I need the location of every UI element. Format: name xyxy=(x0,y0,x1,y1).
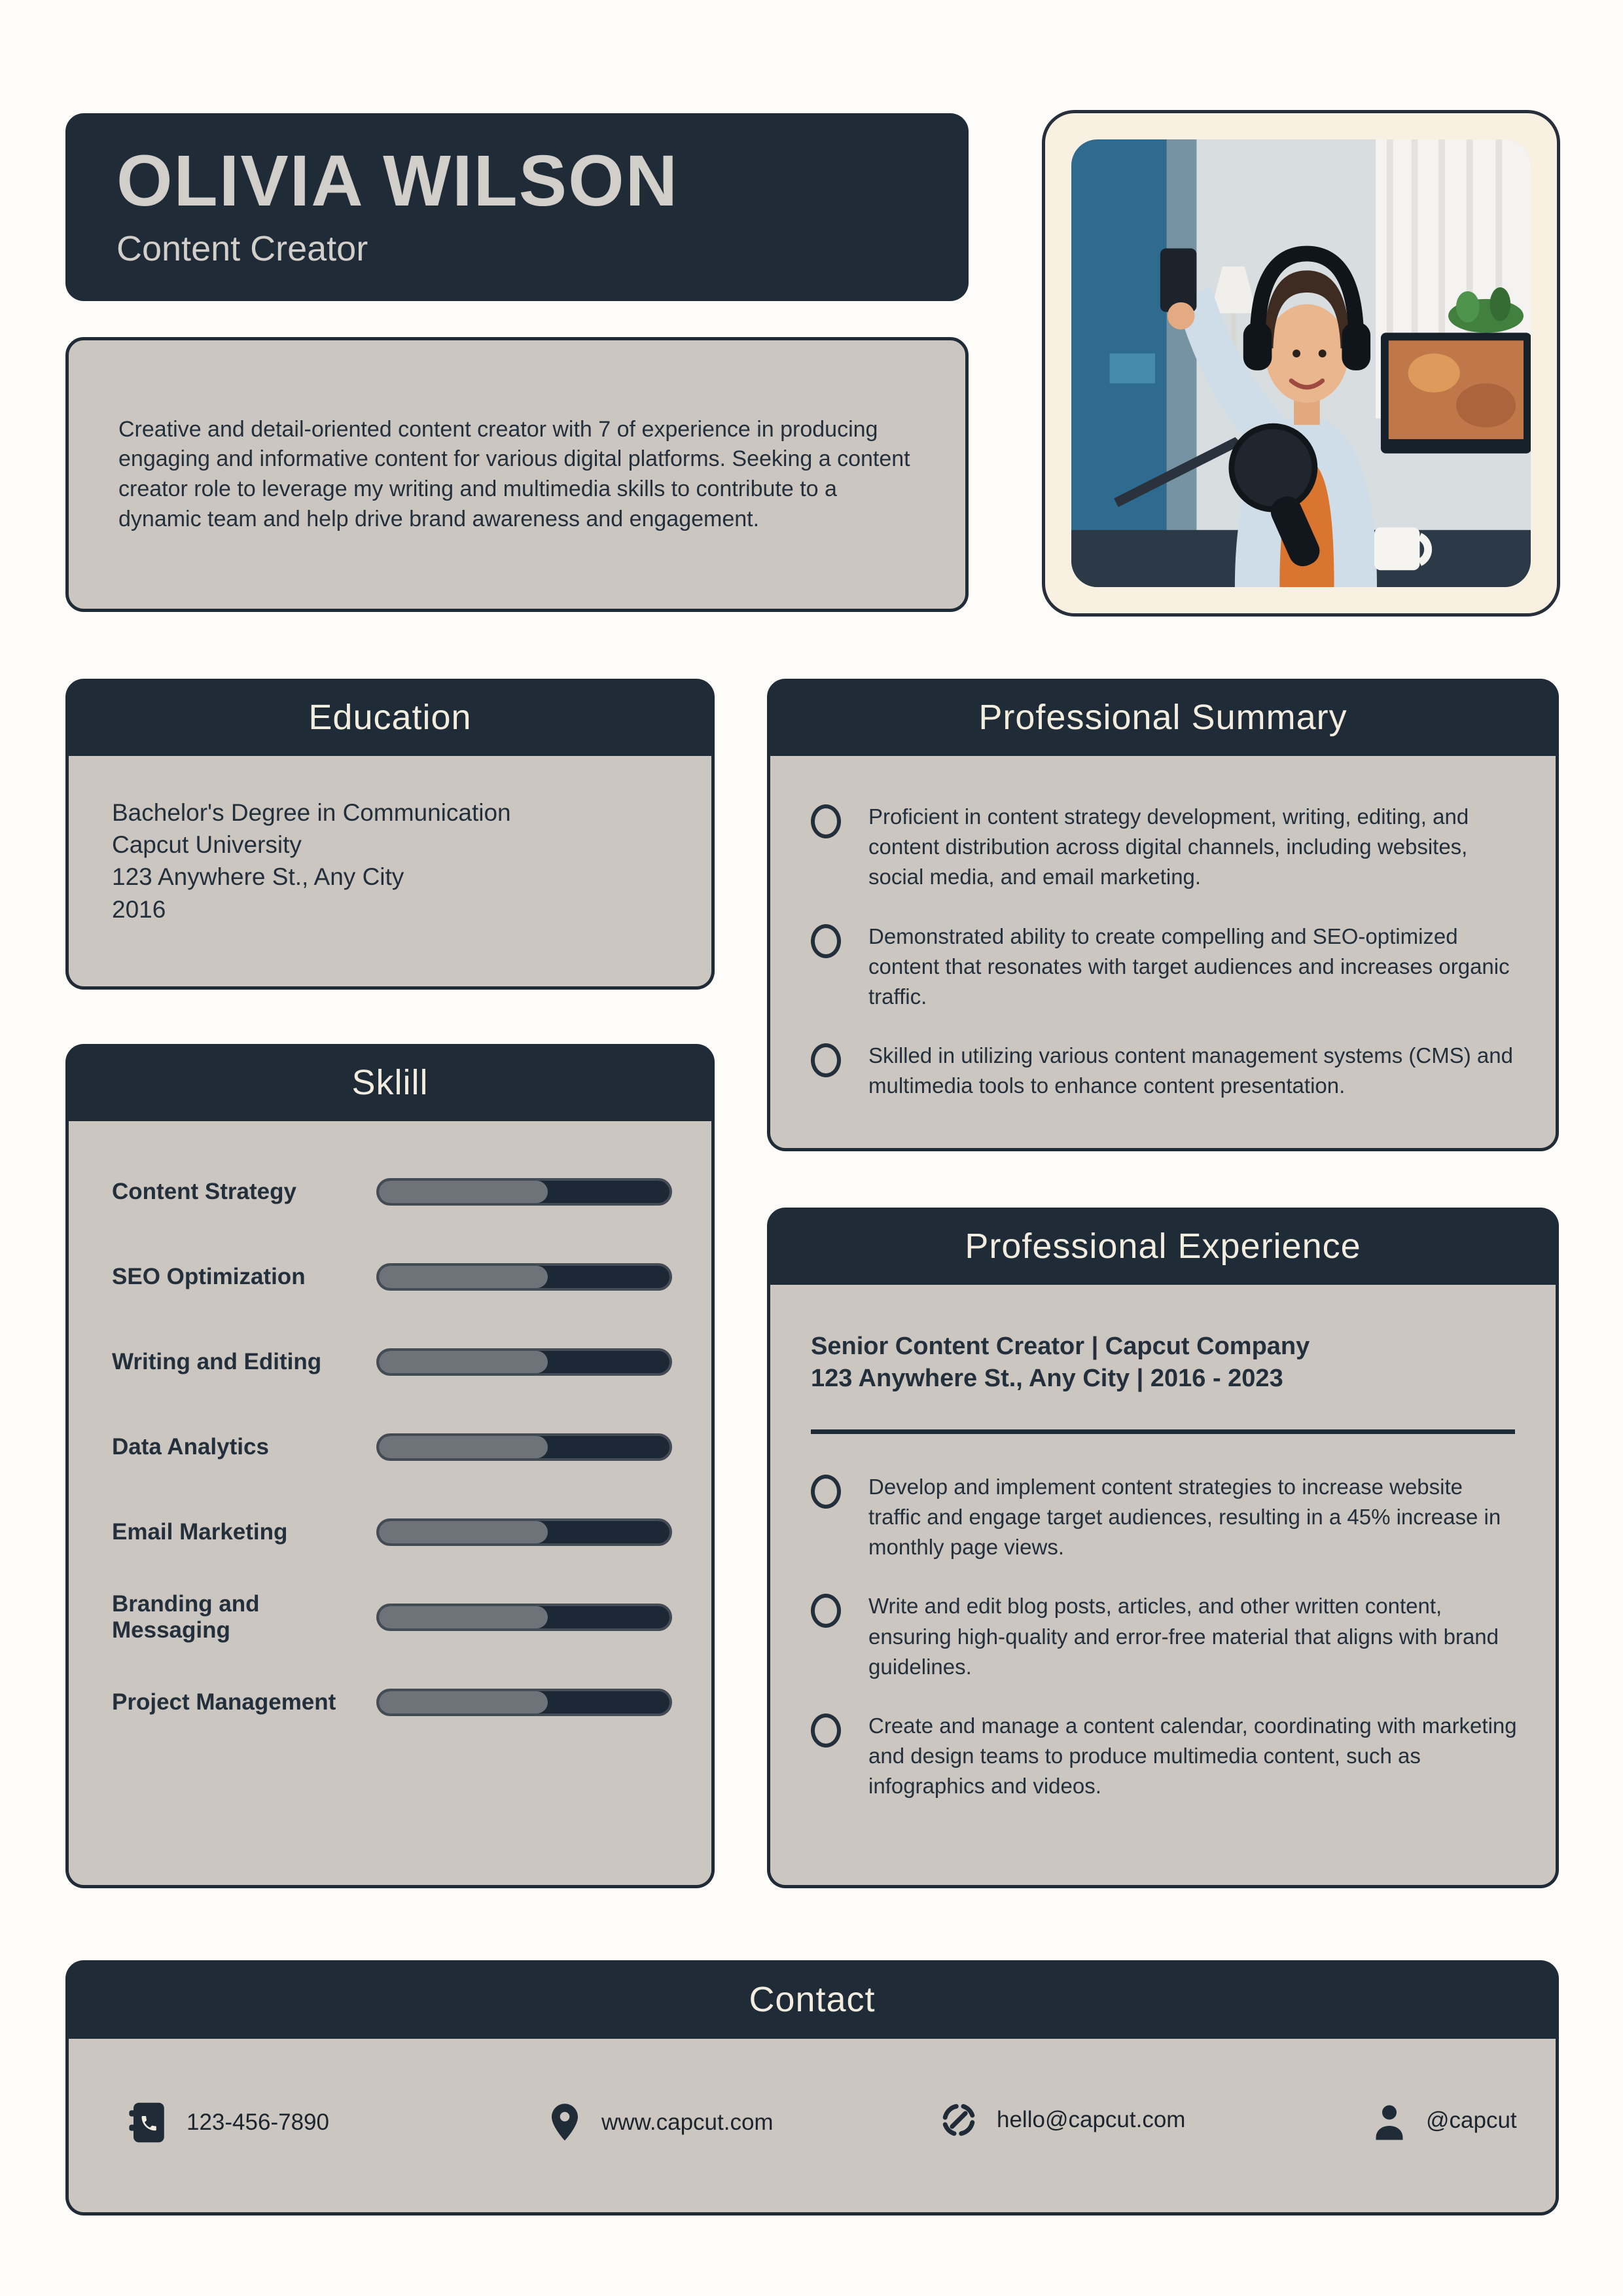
skill-bar xyxy=(376,1518,672,1546)
skill-label: SEO Optimization xyxy=(112,1264,306,1289)
skill-bar xyxy=(376,1689,672,1716)
contact-body xyxy=(65,2039,1559,2215)
professional-summary-header xyxy=(767,679,1559,756)
skill-bar xyxy=(376,1263,672,1291)
contact-item-website xyxy=(545,2099,774,2146)
education-body xyxy=(65,756,715,990)
experience-divider xyxy=(811,1429,1515,1434)
bullet-circle-icon xyxy=(811,1713,841,1748)
contact-title: Contact xyxy=(749,1980,876,2019)
contact-email-text: hello@capcut.com xyxy=(997,2107,1186,2132)
bullet-circle-icon xyxy=(811,1043,841,1077)
skill-label: Email Marketing xyxy=(112,1519,288,1545)
skill-bar-fill xyxy=(379,1691,548,1713)
bullet-text: Proficient in content strategy development, writing, editing, and content distribution across digital channels, including websites, social media, and email marketing. xyxy=(868,804,1469,889)
summary-bullet xyxy=(811,1041,1519,1101)
summary-bullet xyxy=(811,802,1519,893)
skill-row xyxy=(112,1518,672,1547)
professional-summary-body xyxy=(767,756,1559,1151)
skill-row xyxy=(112,1348,672,1376)
skill-bar-fill xyxy=(379,1351,548,1373)
skill-bar xyxy=(376,1433,672,1461)
professional-experience-card xyxy=(767,1208,1559,1888)
skill-bar xyxy=(376,1178,672,1206)
phone-icon xyxy=(126,2099,169,2146)
bullet-text: Write and edit blog posts, articles, and other written content, ensuring high-quality and error-free material that aligns with brand guidelines. xyxy=(868,1594,1499,1679)
contact-header xyxy=(65,1960,1559,2039)
experience-bullet xyxy=(811,1591,1519,1682)
skill-row xyxy=(112,1433,672,1462)
skill-bar-fill xyxy=(379,1436,548,1458)
contact-item-handle xyxy=(1370,2099,1517,2142)
skill-label: Writing and Editing xyxy=(112,1349,322,1374)
contact-card xyxy=(65,1960,1559,2215)
experience-bullet xyxy=(811,1472,1519,1563)
skill-row xyxy=(112,1263,672,1291)
education-title: Education xyxy=(308,698,472,737)
education-school: Capcut University xyxy=(112,831,302,859)
education-year: 2016 xyxy=(112,895,166,923)
skill-row xyxy=(112,1688,672,1717)
education-header xyxy=(65,679,715,756)
bullet-text: Develop and implement content strategies to increase website traffic and engage target audiences, resulting in a 45% increase in monthly page views. xyxy=(868,1474,1501,1560)
skill-row xyxy=(112,1591,672,1643)
skill-bar xyxy=(376,1604,672,1631)
skill-label: Content Strategy xyxy=(112,1179,296,1204)
bullet-text: Demonstrated ability to create compelling and SEO-optimized content that resonates with target audiences and increases organic traffic. xyxy=(868,924,1510,1009)
contact-item-email xyxy=(938,2099,1185,2141)
experience-bullet xyxy=(811,1711,1519,1802)
experience-meta: 123 Anywhere St., Any City | 2016 - 2023 xyxy=(811,1365,1283,1393)
skill-bar-fill xyxy=(379,1521,548,1543)
photo-card xyxy=(1042,110,1560,617)
skill-label: Branding and Messaging xyxy=(112,1591,260,1643)
header-card xyxy=(65,113,969,301)
professional-experience-body xyxy=(767,1285,1559,1888)
contact-item-phone xyxy=(126,2099,329,2146)
contact-website-text: www.capcut.com xyxy=(601,2109,774,2135)
skills-card xyxy=(65,1044,715,1888)
bullet-circle-icon xyxy=(811,804,841,838)
contact-phone-text: 123-456-7890 xyxy=(187,2109,329,2135)
bullet-circle-icon xyxy=(811,1475,841,1509)
skills-header xyxy=(65,1044,715,1121)
person-name: OLIVIA WILSON xyxy=(116,141,679,221)
contact-handle-text: @capcut xyxy=(1426,2108,1517,2133)
bullet-text: Skilled in utilizing various content management systems (CMS) and multimedia tools to enhance content presentation. xyxy=(868,1043,1513,1098)
skills-body xyxy=(65,1121,715,1888)
skill-row xyxy=(112,1177,672,1206)
location-icon xyxy=(545,2099,584,2146)
skill-bar xyxy=(376,1348,672,1376)
education-degree: Bachelor's Degree in Communication xyxy=(112,799,511,826)
summary-bullet xyxy=(811,922,1519,1013)
person-title: Content Creator xyxy=(116,228,368,268)
bullet-text: Create and manage a content calendar, coordinating with marketing and design teams to produce multimedia content, such as infographics and videos. xyxy=(868,1713,1517,1799)
bullet-circle-icon xyxy=(811,924,841,958)
link-icon xyxy=(938,2099,980,2141)
summary-text: Creative and detail-oriented content creator with 7 of experience in producing engaging and informative content for various digital platforms. Seeking a content creator role to leverage my writing and multimedia skills to contribute to a dynamic team and help drive brand awareness and engagement. xyxy=(118,416,910,531)
skill-bar-fill xyxy=(379,1266,548,1288)
profile-photo-illustration xyxy=(1071,139,1531,587)
person-icon xyxy=(1370,2099,1409,2142)
professional-summary-card xyxy=(767,679,1559,1151)
professional-experience-header xyxy=(767,1208,1559,1285)
skill-label: Project Management xyxy=(112,1689,336,1715)
professional-summary-title: Professional Summary xyxy=(978,698,1347,737)
profile-photo xyxy=(1071,139,1531,587)
bullet-circle-icon xyxy=(811,1594,841,1628)
skill-bar-fill xyxy=(379,1181,548,1203)
skills-title: Sklill xyxy=(351,1063,429,1102)
education-card xyxy=(65,679,715,990)
education-address: 123 Anywhere St., Any City xyxy=(112,863,404,891)
summary-card xyxy=(65,337,969,612)
professional-experience-title: Professional Experience xyxy=(965,1227,1361,1266)
skill-label: Data Analytics xyxy=(112,1434,269,1460)
experience-role: Senior Content Creator | Capcut Company xyxy=(811,1333,1310,1360)
skill-bar-fill xyxy=(379,1606,548,1628)
